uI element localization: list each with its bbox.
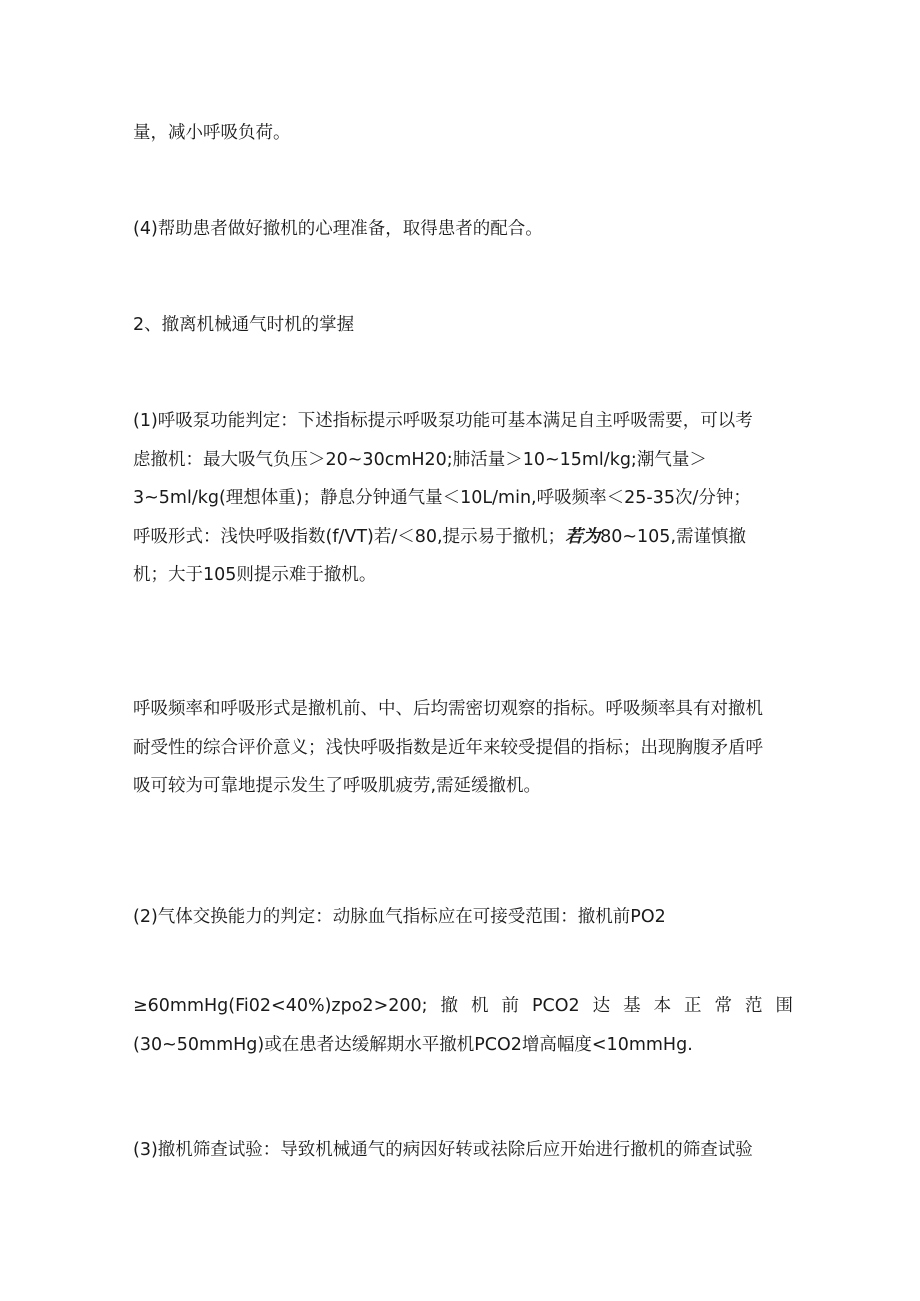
emphasis-text: 若为 — [565, 526, 601, 547]
text-line: (4)帮助患者做好撤机的心理准备，取得患者的配合。 — [133, 219, 543, 239]
text-line: 吸可较为可靠地提示发生了呼吸肌疲劳,需延缓撤机。 — [133, 776, 542, 796]
text-line: (1)呼吸泵功能判定：下述指标提示呼吸泵功能可基本满足自主呼吸需要，可以考 — [133, 411, 753, 431]
text-line: (2)气体交换能力的判定：动脉血气指标应在可接受范围：撤机前PO2 — [133, 907, 666, 927]
paragraph-gas-exchange — [133, 898, 793, 937]
text-line-mixed — [133, 518, 793, 557]
paragraph-breath-load — [133, 114, 793, 153]
paragraph-screening-test — [133, 1131, 793, 1170]
text-line: 耐受性的综合评价意义；浅快呼吸指数是近年来较受提倡的指标；出现胸腹矛盾呼 — [133, 737, 763, 758]
text-segment: 80~105,需谨慎撤 — [600, 526, 747, 547]
heading-text: 2、撤离机械通气时机的掌握 — [133, 315, 355, 335]
text-line: 机；大于105则提示难于撤机。 — [133, 565, 377, 585]
text-line: 呼吸频率和呼吸形式是撤机前、中、后均需密切观察的指标。呼吸频率具有对撤机 — [133, 699, 763, 719]
paragraph-respiratory-pump — [133, 402, 793, 595]
section-heading-weaning-timing — [133, 306, 793, 345]
paragraph-blood-gas-values — [133, 987, 793, 1064]
text-line: (30~50mmHg)或在患者达缓解期水平撤机PCO2增高幅度<10mmHg. — [133, 1034, 693, 1055]
text-line: 虑撤机：最大吸气负压＞20~30cmH20;肺活量＞10~15ml/kg;潮气量＞ — [133, 449, 707, 470]
paragraph-rate-pattern — [133, 690, 793, 806]
text-line: 量，减小呼吸负荷。 — [133, 123, 291, 143]
text-line: 3~5ml/kg(理想体重)；静息分钟通气量＜10L/min,呼吸频率＜25-35次/分钟； — [133, 488, 751, 508]
text-line: (3)撤机筛查试验：导致机械通气的病因好转或祛除后应开始进行撤机的筛查试验 — [133, 1140, 753, 1160]
text-line-justified: ≥60mmHg(Fi02<40%)zpo2>200;撤机前PCO2达基本正常范围 — [133, 996, 793, 1016]
paragraph-psych-prep — [133, 210, 793, 249]
text-segment: 呼吸形式：浅快呼吸指数(f/VT)若/＜80,提示易于撤机； — [133, 526, 566, 547]
